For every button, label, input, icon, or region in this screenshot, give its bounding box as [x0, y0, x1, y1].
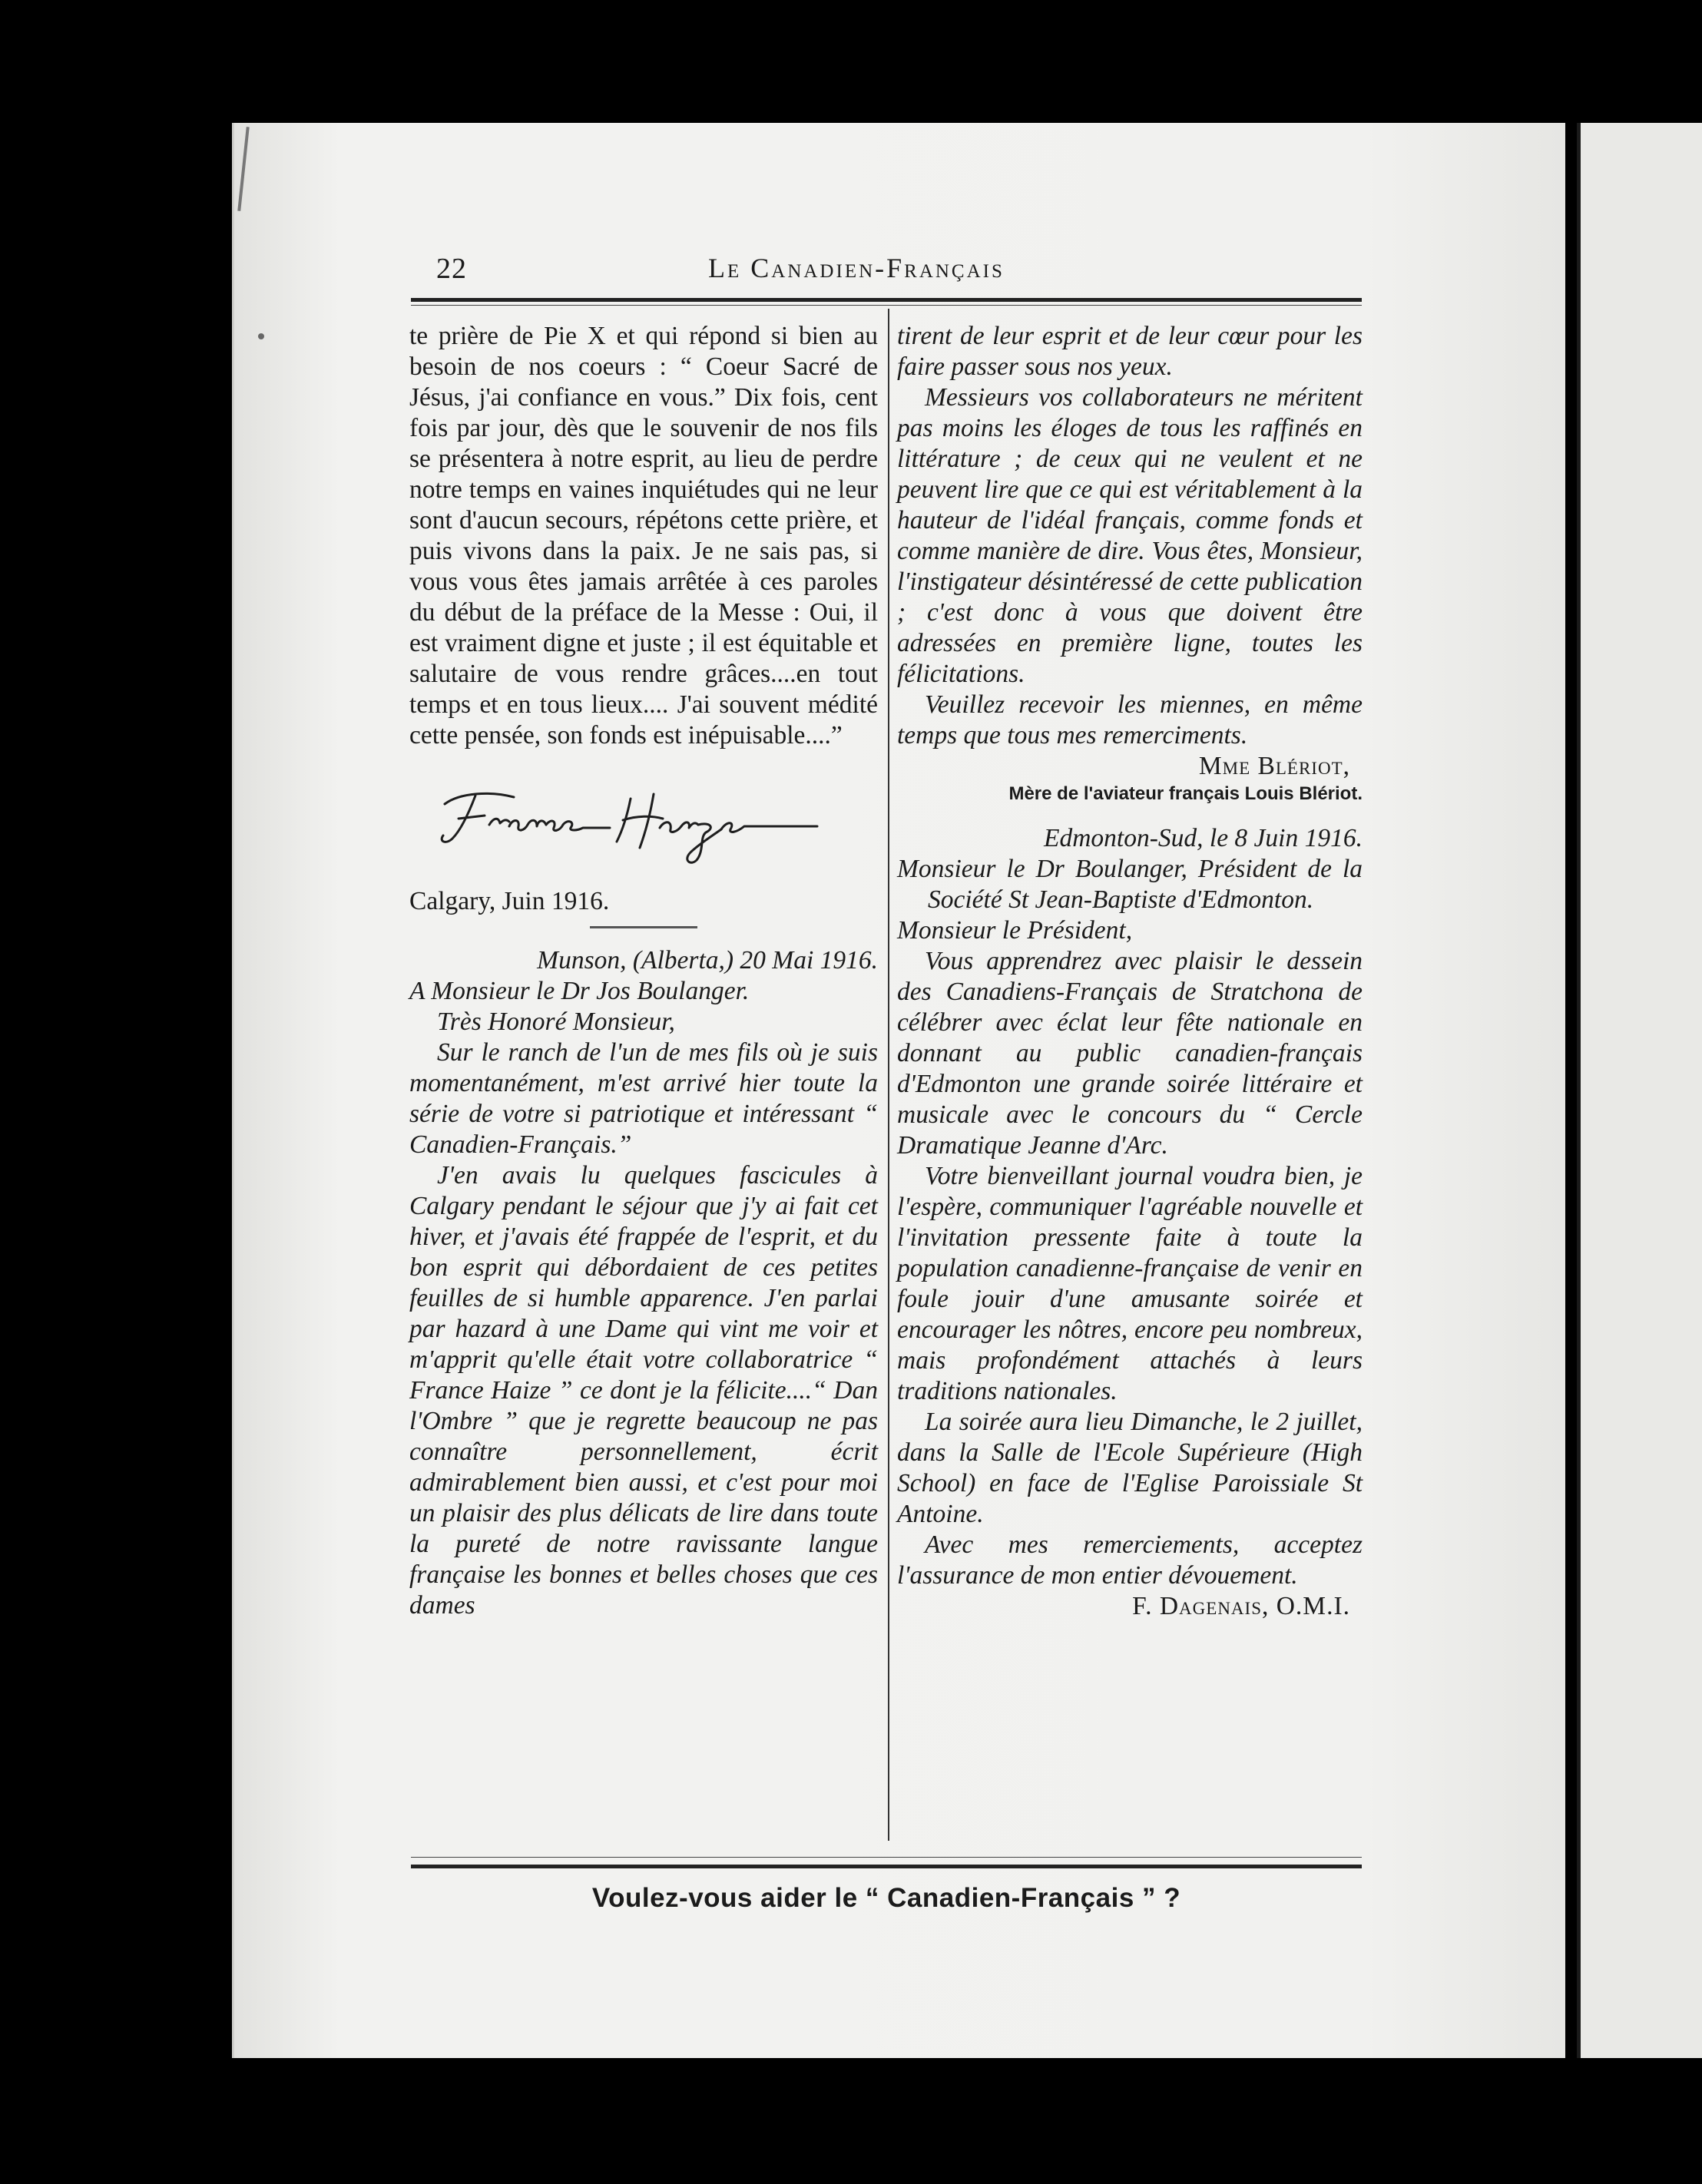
letter-signature: Mme Blériot, [1198, 752, 1350, 780]
letter-dateline: Edmonton-Sud, le 8 Juin 1916. [1044, 824, 1363, 852]
letter-paragraph: Veuillez recevoir les miennes, en même temps que tous mes remerciments. [897, 690, 1363, 750]
right-column [897, 321, 1363, 1622]
letter-paragraph: Sur le ranch de l'un de mes fils où je suis momentanément, m'est arrivé hier toute la série de votre si patriotique et intéressant “ Canadien-Français.” [409, 1038, 878, 1159]
ink-speck [258, 333, 264, 339]
letter-salutation: Très Honoré Monsieur, [437, 1008, 675, 1036]
letter-paragraph: Vous apprendrez avec plaisir le dessein des Canadiens-Français de Stratchona de célébrer avec éclat leur fête nationale en donnant au public canadien-français d'Edmonton une grande soirée littéraire et musicale avec le concours du “ Cercle Dramatique Jeanne d'Arc. [897, 947, 1363, 1160]
header-rule-thin [411, 305, 1362, 306]
adjacent-page-edge [1577, 123, 1702, 2058]
handwritten-signature [429, 777, 829, 869]
column-divider [888, 309, 889, 1841]
prayer-paragraph: te prière de Pie X et qui répond si bien au besoin de nos coeurs : “ Coeur Sacré de Jésus, j'ai confiance en vous.” Dix fois, cent fois par jour, dès que le souvenir de nos fils se présentera à notre esprit, au lieu de perdre notre temps en vaines inquiétudes qui ne leur sont d'aucun secours, répétons cette prière, et puis vivons dans la paix. Je ne sais pas, si vous vous êtes jamais arrêtée à ces paroles du début de la préface de la Messe : Oui, il est vraiment digne et juste ; il est équitable et salutaire de vous rendre grâces....en tout temps et en tous lieux.... J'ai souvent médité cette pensée, son fonds est inépuisable....” [409, 322, 878, 750]
letter-paragraph: Votre bienveillant journal voudra bien, je l'espère, communiquer l'agréable nouvelle et l'invitation pressente faite à toute la population canadienne-française de venir en foule jouir d'une amusante soirée et encourager les nôtres, encore peu nombreux, mais profondément attachés à leurs traditions nationales. [897, 1162, 1363, 1405]
running-title: Le Canadien-Français [708, 253, 1005, 283]
letter-paragraph: J'en avais lu quelques fascicules à Calgary pendant le séjour que j'y ai fait cet hiver, et j'avais été frappée de l'esprit, et du bon esprit qui débordaient de ces petites feuilles de si humble apparence. J'en parlai par hazard à une Dame qui vint me voir et m'apprit qu'elle était votre collaboratrice “ France Haize ” ce dont je la félicite....“ Dan l'Ombre ” que je regrette beaucoup ne pas connaître personnellement, écrit admirablement bien aussi, et c'est pour moi un plaisir des plus délicats de lire dans toute la pureté de notre ravissante langue française les bonnes et belles choses que ces dames [409, 1161, 878, 1620]
signature-subtitle: Mère de l'aviateur français Louis Blériot. [1008, 783, 1363, 804]
letter-dateline: Munson, (Alberta,) 20 Mai 1916. [537, 946, 878, 975]
letter-address: A Monsieur le Dr Jos Boulanger. [409, 977, 750, 1005]
letter-paragraph: Avec mes remerciements, acceptez l'assurance de mon entier dévouement. [897, 1530, 1363, 1590]
section-separator [590, 926, 697, 928]
letter-salutation: Monsieur le Président, [897, 916, 1133, 945]
letter-paragraph: La soirée aura lieu Dimanche, le 2 juillet, dans la Salle de l'Ecole Supérieure (High School) en face de l'Eglise Paroissiale St Antoine. [897, 1408, 1363, 1528]
place-date: Calgary, Juin 1916. [409, 887, 610, 915]
footer-rule-thin [411, 1857, 1362, 1858]
letter-paragraph-continued: tirent de leur esprit et de leur cœur pour les faire passer sous nos yeux. [897, 322, 1363, 381]
letter-address: Monsieur le Dr Boulanger, Président de la Société St Jean-Baptiste d'Edmonton. [897, 855, 1363, 914]
footer-rule [411, 1865, 1362, 1868]
letter-paragraph: Messieurs vos collaborateurs ne méritent pas moins les éloges de tous les raffinés en littérature ; de ceux qui ne veulent et ne peuvent lire que ce qui est véritablement à la hauteur de l'idéal français, comme fonds et comme manière de dire. Vous êtes, Monsieur, l'instigateur désintéressé de cette publication ; c'est donc à vous que doivent être adressées en première ligne, toutes les félicitations. [897, 383, 1363, 688]
page-number: 22 [436, 253, 467, 285]
header-rule [411, 298, 1362, 302]
left-column [409, 321, 878, 1621]
letter-signature: F. Dagenais, O.M.I. [1132, 1592, 1350, 1620]
footer-appeal: Voulez-vous aider le “ Canadien-Français ” ? [591, 1883, 1181, 1913]
